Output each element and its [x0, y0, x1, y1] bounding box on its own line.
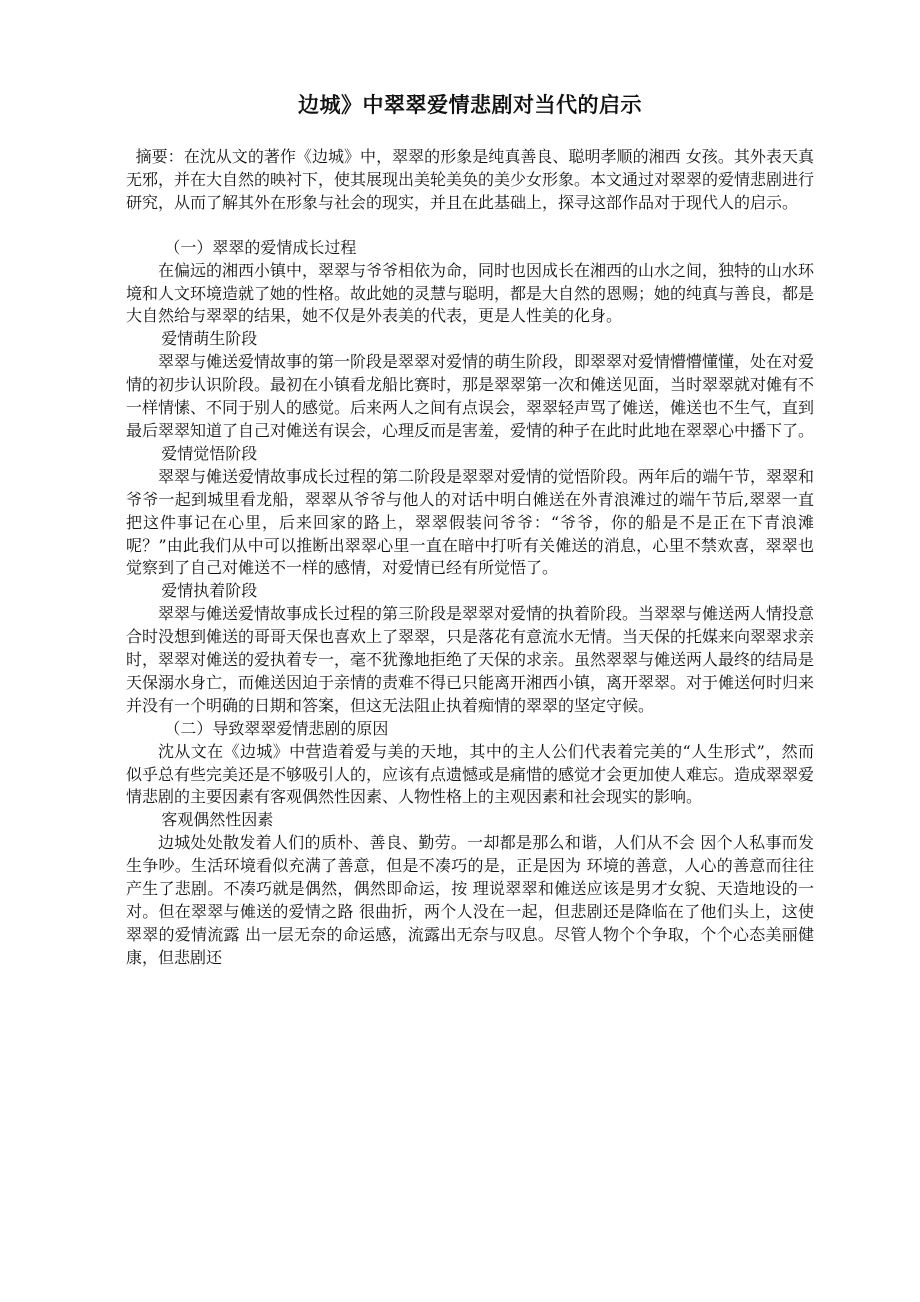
stage-awakening-paragraph: 翠翠与傩送爱情故事成长过程的第二阶段是翠翠对爱情的觉悟阶段。两年后的端午节，翠翠和爷爷一起到城里看龙船，翠翠从爷爷与他人的对话中明白傩送在外青浪滩过的端午节后,翠翠一直把这件事记在心里，后来回家的路上，翠翠假装问爷爷：“爷爷，你的船是不是正在下青浪滩呢？”由此我们从中可以推断出翠翠心里一直在暗中打听有关傩送的消息，心里不禁欢喜，翠翠也觉察到了自己对傩送不一样的感情，对爱情已经有所觉悟了。 [126, 466, 815, 578]
stage-budding-paragraph: 翠翠与傩送爱情故事的第一阶段是翠翠对爱情的萌生阶段，即翠翠对爱情懵懵懂懂，处在对爱情的初步认识阶段。最初在小镇看龙船比赛时，那是翠翠第一次和傩送见面，当时翠翠就对傩有不一样情愫、不同于别人的感觉。后来两人之间有点误会，翠翠轻声骂了傩送，傩送也不生气，直到最后翠翠知道了自己对傩送有误会，心理反而是害羞，爱情的种子在此时此地在翠翠心中播下了。 [126, 352, 815, 440]
stage-heading-awakening: 爱情觉悟阶段 [161, 443, 258, 463]
document-title: 边城》中翠翠爱情悲剧对当代的启示 [298, 93, 642, 117]
factor-heading-objective-chance: 客观偶然性因素 [161, 810, 274, 830]
document-page [126, 90, 814, 970]
section-heading-love-growth: （一）翠翠的爱情成长过程 [164, 237, 357, 257]
section2-intro-paragraph: 沈从文在《边城》中营造着爱与美的天地，其中的主人公们代表着完美的“人生形式”，然而似乎总有些完美还是不够吸引人的，应该有点遗憾或是痛惜的感觉才会更加使人难忘。造成翠翠爱情悲剧的主要因素有客观偶然性因素、人物性格上的主观因素和社会现实的影响。 [126, 741, 815, 807]
section1-intro-paragraph: 在偏远的湘西小镇中，翠翠与爷爷相依为命，同时也因成长在湘西的山水之间，独特的山水环境和人文环境造就了她的性格。故此她的灵慧与聪明，都是大自然的恩赐；她的纯真与善良，都是大自然给与翠翠的结果，她不仅是外表美的代表，更是人性美的化身。 [126, 260, 815, 326]
stage-heading-budding: 爱情萌生阶段 [161, 329, 258, 349]
factor-objective-chance-paragraph: 边城处处散发着人们的质朴、善良、勤劳。一却都是那么和谐，人们从不会 因个人私事而发生争吵。生活环境看似充满了善意，但是不凑巧的是，正是因为 环境的善意，人心的善意而往往产生了悲剧。不凑巧就是偶然，偶然即命运，按 理说翠翠和傩送应该是男才女貌、天造地设的一对。但在翠翠与傩送的爱情之路 很曲折，两个人没在一起，但悲剧还是降临在了他们头上，这使翠翠的爱情流露 出一层无奈的命运感，流露出无奈与叹息。尽管人物个个争取，个个心态美丽健 康，但悲剧还 [126, 833, 814, 967]
abstract-paragraph: 摘要：在沈从文的著作《边城》中，翠翠的形象是纯真善良、聪明孝顺的湘西 女孩。其外表天真无邪，并在大自然的映衬下，使其展现出美轮美奂的美少女形象。本文通过对翠翠的爱情悲剧进行研究，从而了解其外在形象与社会的现实，并且在此基础上，探寻这部作品对于现代人的启示。 [126, 147, 815, 212]
stage-persistence-paragraph: 翠翠与傩送爱情故事成长过程的第三阶段是翠翠对爱情的执着阶段。当翠翠与傩送两人情投意合时没想到傩送的哥哥天保也喜欢上了翠翠，只是落花有意流水无情。当天保的托媒来向翠翠求亲时，翠翠对傩送的爱执着专一，毫不犹豫地拒绝了天保的求亲。虽然翠翠与傩送两人最终的结局是天保溺水身亡，而傩送因迫于亲情的责难不得已只能离开湘西小镇，离开翠翠。对于傩送何时归来并没有一个明确的日期和答案，但这无法阻止执着痴情的翠翠的坚定守候。 [126, 604, 815, 715]
section-heading-tragedy-causes: （二）导致翠翠爱情悲剧的原因 [164, 718, 389, 738]
stage-heading-persistence: 爱情执着阶段 [161, 581, 258, 601]
